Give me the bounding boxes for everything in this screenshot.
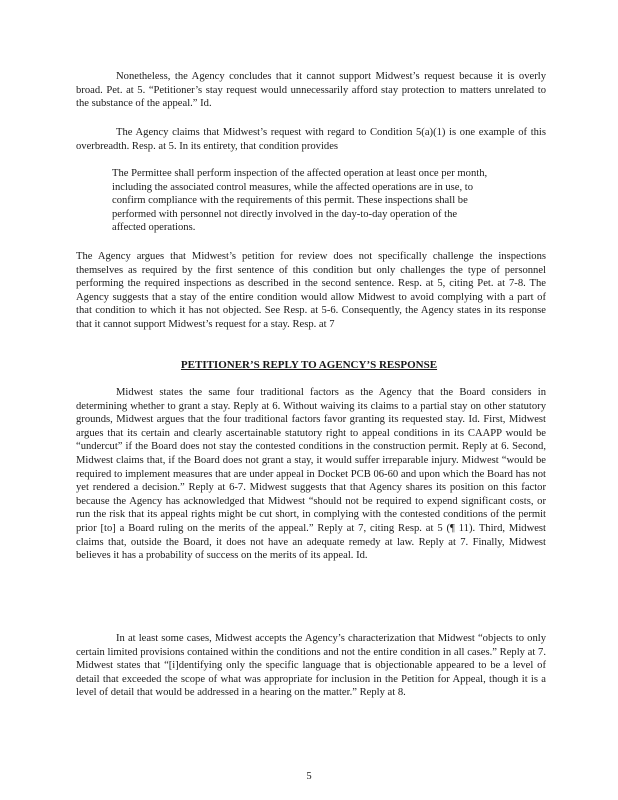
block-quote-condition: The Permittee shall perform inspection of the affected operation at least once per month, including the associated control measures, while the affected operations are in use, to confirm compliance with the requirements of this permit. These inspections shall be performed with personnel not directly involved in the day-to-day operation of the affected operations. [112, 168, 488, 234]
paragraph-midwest-factors: Midwest states the same four traditional factors as the Agency that the Board considers in determining whether to grant a stay. Reply at 6. Without waiving its claims to a partial stay on other statutory grounds, Midwest argues that the four traditional factors favor granting its requested stay. Id. First, Midwest argues that its certain and clearly ascertainable statutory right to appeal conditions in its CAAPP would be “undercut” if the Board does not stay the contested conditions in the construction permit. Reply at 6. Second, Midwest claims that, if the Board does not grant a stay, it would suffer irreparable injury. Midwest “would be required to implement measures that are under appeal in Docket PCB 06-60 and upon which the Board has not yet rendered a decision.” Reply at 6-7. Midwest suggests that that Agency shares its position on this factor because the Agency has acknowledged that Midwest “should not be required to expend significant costs, or run the risk that its appeal rights might be cut short, in complying with the contested conditions of the permit prior [to] a Board ruling on the merits of the appeal.” Reply at 7, citing Resp. at 5 (¶ 11). Third, Midwest claims that, outside the Board, it does not have an adequate remedy at law. Reply at 7. Finally, Midwest believes it has a probability of success on the merits of its appeal. Id. [76, 387, 546, 562]
section-heading: PETITIONER’S REPLY TO AGENCY’S RESPONSE [180, 359, 438, 371]
page-number: 5 [306, 771, 312, 782]
paragraph-midwest-accepts: In at least some cases, Midwest accepts the Agency’s characterization that Midwest “objects to only certain limited provisions contained within the conditions and not the entire condition in all cases.” Reply at 7. Midwest states that “[i]dentifying only the specific language that is objectionable appeared to be a level of detail that exceeded the scope of what was appropriate for inclusion in the Petition for Appeal, though it is a level of detail that would be addressed in a hearing on the matter.” Reply at 8. [76, 633, 546, 699]
paragraph-agency-conclusion: Nonetheless, the Agency concludes that it cannot support Midwest’s request because it is overly broad. Pet. at 5. “Petitioner’s stay request would unnecessarily afford stay protection to matters unrelated to the substance of the appeal.” Id. [76, 71, 546, 110]
paragraph-agency-argues: The Agency argues that Midwest’s petition for review does not specifically challenge the inspections themselves as required by the first sentence of this condition but only challenges the type of personnel performing the required inspections as described in the second sentence. Resp. at 5, citing Pet. at 7-8. The Agency suggests that a stay of the entire condition would allow Midwest to avoid complying with a part of that condition to which it has not objected. See Resp. at 5-6. Consequently, the Agency states in its response that it cannot support Midwest’s request for a stay. Resp. at 7 [76, 251, 546, 330]
paragraph-condition-claim: The Agency claims that Midwest’s request with regard to Condition 5(a)(1) is one example of this overbreadth. Resp. at 5. In its entirety, that condition provides [76, 127, 546, 152]
